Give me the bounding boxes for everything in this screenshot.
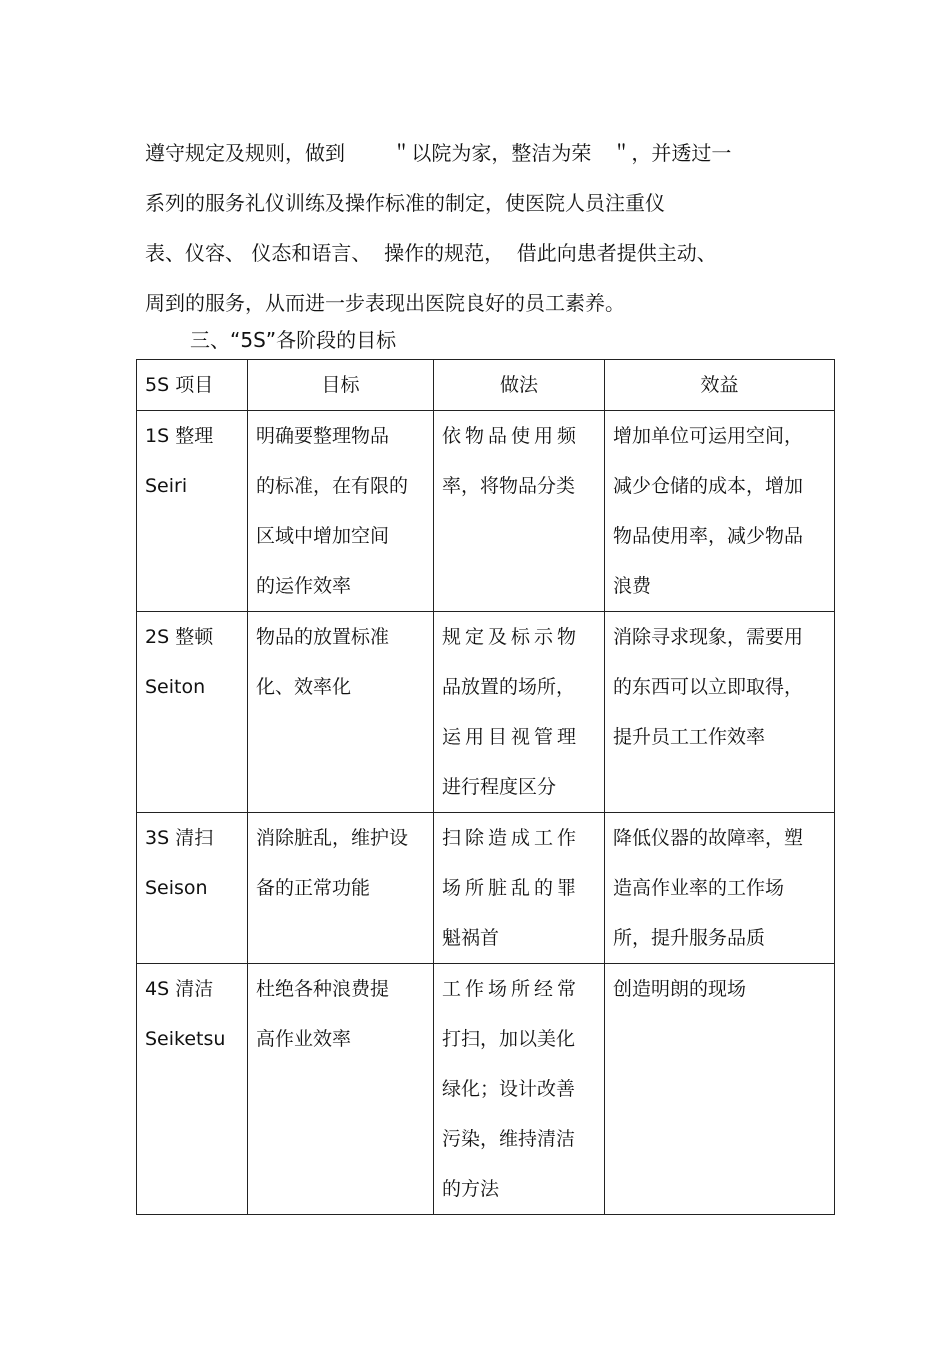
cell-line: 污染，维持清洁: [442, 1128, 576, 1150]
header-method: 做法: [434, 360, 605, 411]
cell-goal: [248, 964, 434, 1215]
cell-line: 运用目视管理: [442, 726, 581, 748]
table-row: [137, 813, 835, 964]
paragraph-line: 遵守规定及规则，做到 ＂以院为家，整洁为荣 ＂，并透过一: [145, 141, 732, 165]
intro-paragraph: [145, 128, 825, 328]
cell-method: [434, 964, 605, 1215]
cell-goal: [248, 411, 434, 612]
cell-line: 备的正常功能: [256, 877, 371, 899]
cell-line: Seiri: [145, 475, 188, 497]
cell-line: 物品的放置标准: [256, 626, 390, 648]
cell-line: 的标准，在有限的: [256, 475, 409, 497]
header-item: 5S 项目: [137, 360, 248, 411]
cell-line: 绿化；设计改善: [442, 1078, 576, 1100]
cell-line: 消除寻求现象，需要用: [613, 626, 804, 648]
cell-line: 进行程度区分: [442, 776, 557, 798]
cell-line: 4S 清洁: [145, 978, 214, 1000]
cell-item: [137, 612, 248, 813]
header-goal: 目标: [248, 360, 434, 411]
cell-goal: [248, 612, 434, 813]
cell-line: 工作场所经常: [442, 978, 581, 1000]
cell-line: 造高作业率的工作场: [613, 877, 785, 899]
cell-method: [434, 612, 605, 813]
paragraph-line: 周到的服务，从而进一步表现出医院良好的员工素养。: [145, 291, 625, 315]
cell-line: 品放置的场所，: [442, 676, 576, 698]
cell-line: 杜绝各种浪费提: [256, 978, 390, 1000]
cell-item: [137, 411, 248, 612]
table-row: [137, 964, 835, 1215]
cell-line: 的运作效率: [256, 575, 352, 597]
cell-line: 降低仪器的故障率，塑: [613, 827, 804, 849]
cell-line: 消除脏乱，维护设: [256, 827, 409, 849]
paragraph-line: 表、仪容、 仪态和语言、 操作的规范， 借此向患者提供主动、: [145, 241, 717, 265]
cell-method: [434, 411, 605, 612]
cell-line: 3S 清扫: [145, 827, 214, 849]
table-header-row: [137, 360, 835, 411]
cell-line: 打扫，加以美化: [442, 1028, 576, 1050]
cell-line: Seiketsu: [145, 1028, 226, 1050]
cell-item: [137, 813, 248, 964]
cell-line: 规定及标示物: [442, 626, 581, 648]
paragraph-line: 系列的服务礼仪训练及操作标准的制定，使医院人员注重仪: [145, 191, 665, 215]
cell-line: Seiton: [145, 676, 206, 698]
cell-line: 的方法: [442, 1178, 500, 1200]
cell-line: 扫除造成工作: [442, 827, 581, 849]
cell-line: 魁祸首: [442, 927, 500, 949]
5s-goals-table: [136, 359, 835, 1215]
cell-line: 所，提升服务品质: [613, 927, 766, 949]
cell-method: [434, 813, 605, 964]
header-benefit: 效益: [605, 360, 835, 411]
cell-line: 依物品使用频: [442, 425, 581, 447]
cell-line: 的东西可以立即取得，: [613, 676, 804, 698]
cell-line: 创造明朗的现场: [613, 978, 747, 1000]
cell-line: 化、效率化: [256, 676, 352, 698]
cell-line: 场所脏乱的罪: [442, 877, 581, 899]
cell-benefit: [605, 411, 835, 612]
cell-line: 减少仓储的成本，增加: [613, 475, 804, 497]
table-row: [137, 612, 835, 813]
cell-line: 浪费: [613, 575, 652, 597]
cell-line: 区域中增加空间: [256, 525, 390, 547]
cell-line: 明确要整理物品: [256, 425, 390, 447]
cell-benefit: [605, 964, 835, 1215]
cell-line: 提升员工工作效率: [613, 726, 766, 748]
cell-line: 2S 整顿: [145, 626, 214, 648]
section-heading: 三、“5S”各阶段的目标: [190, 328, 397, 352]
cell-benefit: [605, 813, 835, 964]
cell-item: [137, 964, 248, 1215]
table-row: [137, 411, 835, 612]
cell-line: 率，将物品分类: [442, 475, 576, 497]
cell-line: 1S 整理: [145, 425, 214, 447]
cell-line: 物品使用率，减少物品: [613, 525, 804, 547]
cell-line: 增加单位可运用空间，: [613, 425, 804, 447]
cell-goal: [248, 813, 434, 964]
cell-benefit: [605, 612, 835, 813]
cell-line: 高作业效率: [256, 1028, 352, 1050]
cell-line: Seison: [145, 877, 208, 899]
